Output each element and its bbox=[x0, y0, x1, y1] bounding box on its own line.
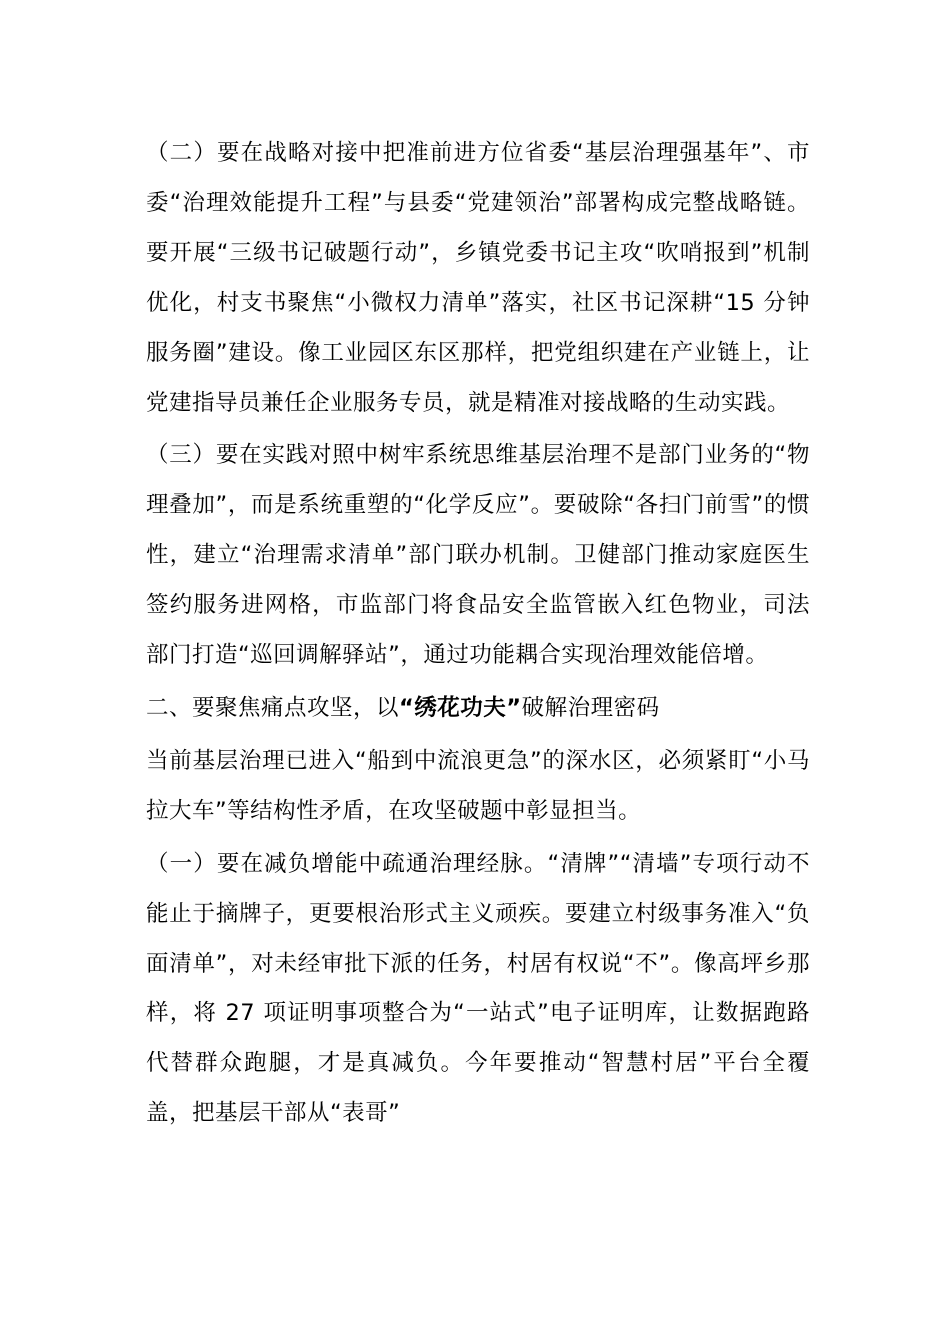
paragraph-deep-water-zone: 当前基层治理已进入“船到中流浪更急”的深水区，必须紧盯“小马拉大车”等结构性矛盾，在攻坚破题中彰显担当。 bbox=[146, 747, 810, 824]
section-heading-bold-phrase: “绣花功夫” bbox=[399, 694, 522, 721]
paragraph-systems-thinking: （三）要在实践对照中树牢系统思维基层治理不是部门业务的“物理叠加”，而是系统重塑的“化学反应”。要破除“各扫门前雪”的惯性，建立“治理需求清单”部门联办机制。卫健部门推动家庭医生签约服务进网格，市监部门将食品安全监管嵌入红色物业，司法部门打造“巡回调解驿站”，通过功能耦合实现治理效能倍增。 bbox=[146, 442, 810, 669]
section-heading bbox=[146, 684, 810, 734]
section-heading-suffix: 破解治理密码 bbox=[521, 694, 660, 721]
document-body bbox=[146, 129, 810, 1142]
paragraph-burden-reduction: （一）要在减负增能中疏通治理经脉。“清牌”“清墙”专项行动不能止于摘牌子，更要根治形式主义顽疾。要建立村级事务准入“负面清单”，对未经审批下派的任务，村居有权说“不”。像高坪乡那样，将 27 项证明事项整合为“一站式”电子证明库，让数据跑路代替群众跑腿，才是真减负。今年要推动“智慧村居”平台全覆盖，把基层干部从“表哥” bbox=[146, 850, 810, 1127]
section-heading-prefix: 二、要聚焦痛点攻坚，以 bbox=[146, 694, 400, 721]
paragraph-strategy-docking: （二）要在战略对接中把准前进方位省委“基层治理强基年”、市委“治理效能提升工程”与县委“党建领治”部署构成完整战略链。要开展“三级书记破题行动”，乡镇党委书记主攻“吹哨报到”机制优化，村支书聚焦“小微权力清单”落实，社区书记深耕“15 分钟服务圈”建设。像工业园区东区那样，把党组织建在产业链上，让党建指导员兼任企业服务专员，就是精准对接战略的生动实践。 bbox=[146, 140, 810, 416]
